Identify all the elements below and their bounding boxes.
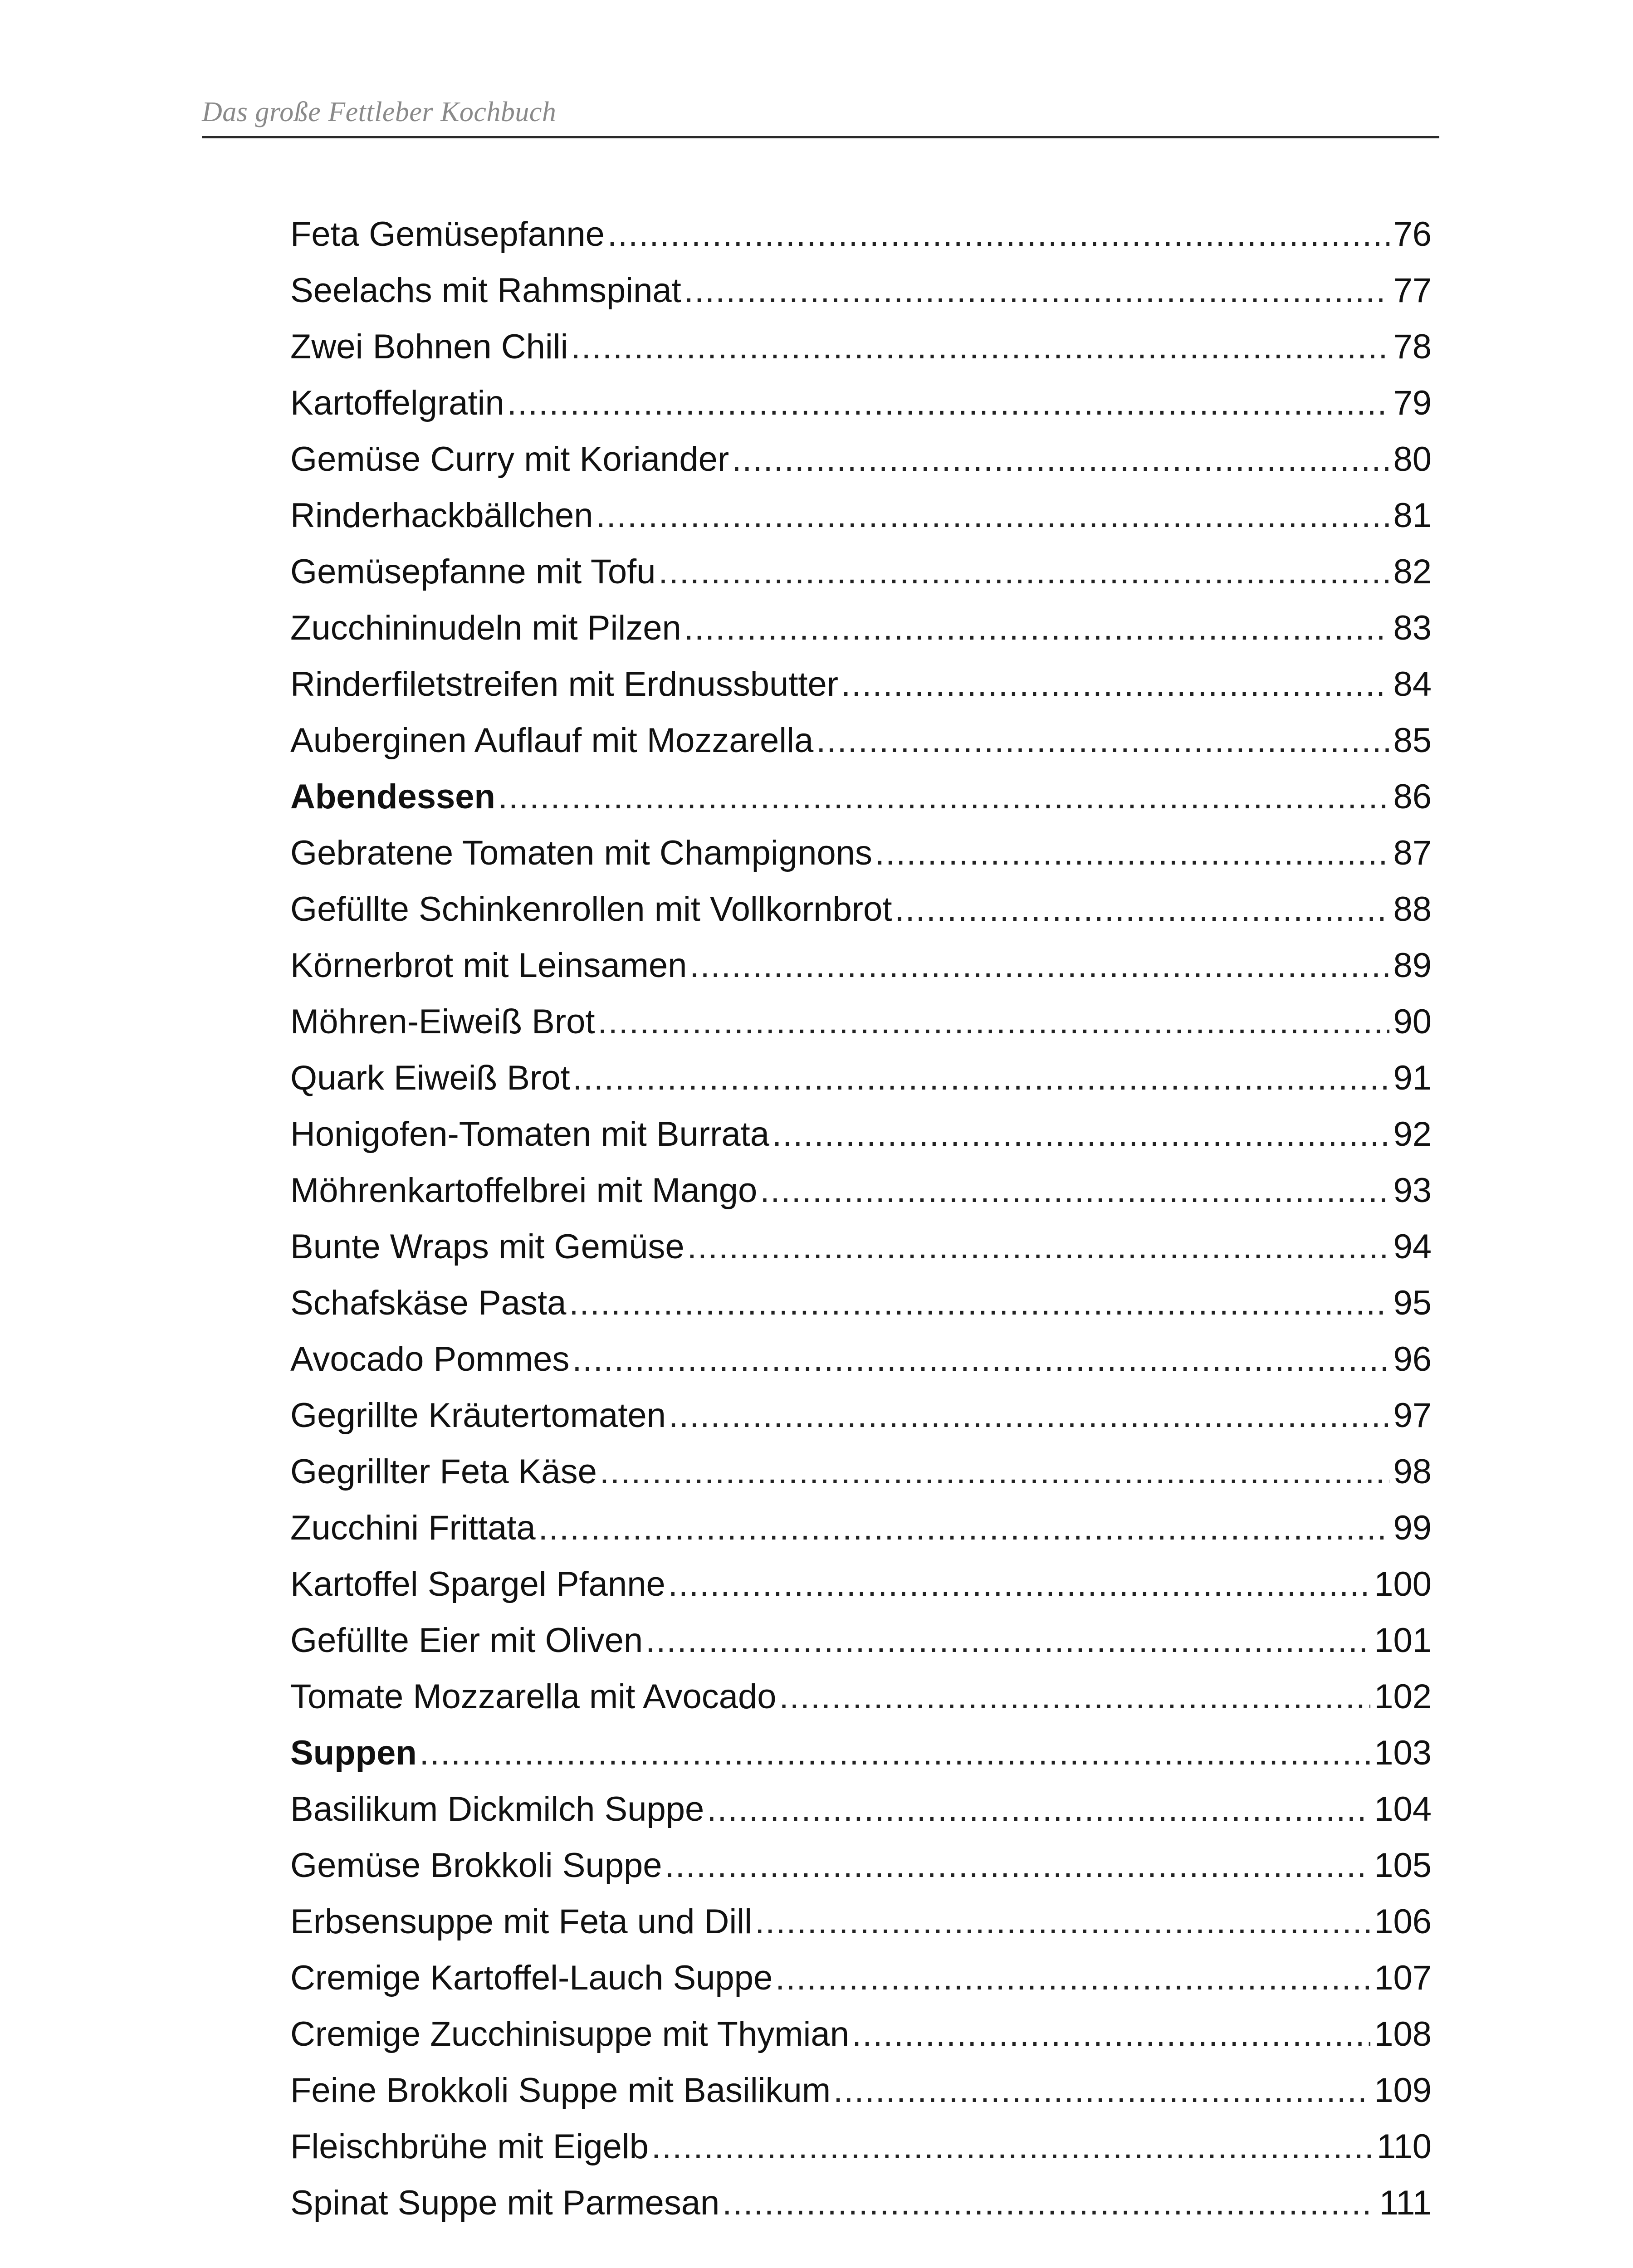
toc-entry-title: Gebratene Tomaten mit Champignons xyxy=(290,834,872,872)
toc-entry xyxy=(290,994,1432,1050)
toc-entry-title: Fleischbrühe mit Eigelb xyxy=(290,2127,649,2166)
toc-entry-title: Cremige Kartoffel-Lauch Suppe xyxy=(290,1959,773,1997)
toc-entry xyxy=(290,1950,1432,2006)
toc-entry-title: Bunte Wraps mit Gemüse xyxy=(290,1227,684,1266)
toc-dot-leader xyxy=(841,656,1389,713)
toc-entry xyxy=(290,488,1432,544)
toc-page-number: 91 xyxy=(1393,1059,1432,1097)
toc-entry xyxy=(290,1669,1432,1725)
toc-entry xyxy=(290,2119,1432,2175)
toc-dot-leader xyxy=(775,1950,1370,2006)
toc-dot-leader xyxy=(684,263,1390,319)
toc-dot-leader xyxy=(598,994,1390,1050)
toc-dot-leader xyxy=(651,2119,1373,2175)
toc-page-number: 95 xyxy=(1393,1284,1432,1322)
toc-page-number: 106 xyxy=(1374,1902,1432,1941)
toc-page-number: 110 xyxy=(1376,2127,1432,2166)
toc-entry-title: Rinderfiletstreifen mit Erdnussbutter xyxy=(290,665,839,704)
toc-entry-title: Schafskäse Pasta xyxy=(290,1284,567,1322)
toc-page-number: 77 xyxy=(1393,271,1432,310)
toc-dot-leader xyxy=(498,769,1390,825)
toc-entry xyxy=(290,938,1432,994)
toc-page-number: 88 xyxy=(1393,890,1432,929)
toc-entry-title: Cremige Zucchinisuppe mit Thymian xyxy=(290,2015,849,2053)
toc-dot-leader xyxy=(833,2063,1370,2119)
toc-dot-leader xyxy=(722,2175,1375,2231)
toc-dot-leader xyxy=(571,319,1390,375)
toc-entry xyxy=(290,1444,1432,1500)
running-header: Das große Fettleber Kochbuch xyxy=(202,97,557,127)
toc-entry xyxy=(290,319,1432,375)
toc-entry xyxy=(290,1500,1432,1556)
toc-page-number: 93 xyxy=(1393,1171,1432,1210)
toc-dot-leader xyxy=(684,600,1390,656)
toc-entry-title: Gefüllte Schinkenrollen mit Vollkornbrot xyxy=(290,890,892,929)
toc-entry xyxy=(290,1388,1432,1444)
toc-page-number: 101 xyxy=(1374,1621,1432,1660)
toc-dot-leader xyxy=(645,1613,1370,1669)
toc-entry-title: Möhren-Eiweiß Brot xyxy=(290,1002,595,1041)
toc-page-number: 84 xyxy=(1393,665,1432,704)
toc-section-heading xyxy=(290,769,1432,825)
toc-entry-title: Quark Eiweiß Brot xyxy=(290,1059,570,1097)
toc-entry-title: Zwei Bohnen Chili xyxy=(290,327,568,366)
toc-page-number: 104 xyxy=(1374,1790,1432,1828)
toc-entry-title: Gefüllte Eier mit Oliven xyxy=(290,1621,643,1660)
toc-dot-leader xyxy=(772,1106,1389,1163)
toc-dot-leader xyxy=(573,1050,1390,1106)
toc-dot-leader xyxy=(668,1556,1370,1613)
toc-entry-title: Auberginen Auflauf mit Mozzarella xyxy=(290,721,814,760)
toc-page-number: 98 xyxy=(1393,1452,1432,1491)
toc-page-number: 90 xyxy=(1393,1002,1432,1041)
toc-page-number: 89 xyxy=(1393,946,1432,985)
toc-entry xyxy=(290,600,1432,656)
toc-page-number: 111 xyxy=(1379,2184,1432,2222)
toc-entry xyxy=(290,1838,1432,1894)
toc-dot-leader xyxy=(596,488,1390,544)
toc-entry xyxy=(290,2063,1432,2119)
toc-dot-leader xyxy=(755,1894,1370,1950)
toc-page-number: 107 xyxy=(1374,1959,1432,1997)
toc-dot-leader xyxy=(816,713,1389,769)
toc-entry xyxy=(290,1219,1432,1275)
toc-entry-title: Zucchini Frittata xyxy=(290,1509,536,1547)
toc-entry xyxy=(290,1275,1432,1331)
toc-entry-title: Körnerbrot mit Leinsamen xyxy=(290,946,687,985)
table-of-contents xyxy=(290,206,1432,2231)
toc-page-number: 87 xyxy=(1393,834,1432,872)
toc-dot-leader xyxy=(760,1163,1389,1219)
toc-dot-leader xyxy=(875,825,1390,881)
toc-section-heading xyxy=(290,1725,1432,1781)
toc-entry-title: Tomate Mozzarella mit Avocado xyxy=(290,1677,777,1716)
toc-page-number: 103 xyxy=(1374,1734,1432,1772)
toc-page-number: 102 xyxy=(1374,1677,1432,1716)
toc-dot-leader xyxy=(852,2006,1370,2063)
toc-entry xyxy=(290,825,1432,881)
toc-dot-leader xyxy=(687,1219,1390,1275)
toc-entry xyxy=(290,1331,1432,1388)
toc-entry xyxy=(290,1613,1432,1669)
toc-page-number: 78 xyxy=(1393,327,1432,366)
toc-entry-title: Gegrillter Feta Käse xyxy=(290,1452,597,1491)
toc-entry-title: Möhrenkartoffelbrei mit Mango xyxy=(290,1171,758,1210)
toc-entry xyxy=(290,1163,1432,1219)
toc-dot-leader xyxy=(895,881,1389,938)
toc-entry-title: Avocado Pommes xyxy=(290,1340,570,1378)
toc-entry xyxy=(290,2006,1432,2063)
toc-page-number: 82 xyxy=(1393,552,1432,591)
toc-page-number: 105 xyxy=(1374,1846,1432,1885)
toc-entry xyxy=(290,431,1432,488)
header-rule xyxy=(202,136,1439,138)
toc-entry-title: Gegrillte Kräutertomaten xyxy=(290,1396,666,1435)
toc-page-number: 97 xyxy=(1393,1396,1432,1435)
toc-page-number: 83 xyxy=(1393,609,1432,647)
toc-entry xyxy=(290,713,1432,769)
toc-page-number: 99 xyxy=(1393,1509,1432,1547)
toc-entry xyxy=(290,544,1432,600)
toc-entry-title: Kartoffelgratin xyxy=(290,384,504,422)
toc-dot-leader xyxy=(569,1275,1389,1331)
toc-entry-title: Erbsensuppe mit Feta und Dill xyxy=(290,1902,753,1941)
toc-dot-leader xyxy=(420,1725,1371,1781)
toc-entry-title: Basilikum Dickmilch Suppe xyxy=(290,1790,704,1828)
toc-page-number: 80 xyxy=(1393,440,1432,479)
toc-entry xyxy=(290,656,1432,713)
toc-entry-title: Seelachs mit Rahmspinat xyxy=(290,271,681,310)
toc-dot-leader xyxy=(572,1331,1389,1388)
toc-dot-leader xyxy=(538,1500,1390,1556)
toc-entry xyxy=(290,206,1432,263)
toc-entry-title: Feta Gemüsepfanne xyxy=(290,215,605,254)
toc-dot-leader xyxy=(665,1838,1371,1894)
toc-dot-leader xyxy=(659,544,1390,600)
toc-entry-title: Rinderhackbällchen xyxy=(290,496,593,535)
toc-entry-title: Honigofen-Tomaten mit Burrata xyxy=(290,1115,770,1154)
toc-entry-title: Gemüse Brokkoli Suppe xyxy=(290,1846,662,1885)
toc-page-number: 100 xyxy=(1374,1565,1432,1603)
toc-page-number: 85 xyxy=(1393,721,1432,760)
toc-dot-leader xyxy=(707,1781,1370,1838)
toc-dot-leader xyxy=(507,375,1390,431)
toc-page-number: 94 xyxy=(1393,1227,1432,1266)
toc-dot-leader xyxy=(689,938,1389,994)
toc-dot-leader xyxy=(779,1669,1371,1725)
toc-dot-leader xyxy=(732,431,1389,488)
toc-page-number: 86 xyxy=(1393,777,1432,816)
toc-entry-title: Zucchininudeln mit Pilzen xyxy=(290,609,681,647)
toc-entry xyxy=(290,263,1432,319)
toc-entry-title: Gemüse Curry mit Koriander xyxy=(290,440,729,479)
toc-page-number: 92 xyxy=(1393,1115,1432,1154)
toc-page-number: 109 xyxy=(1374,2071,1432,2110)
toc-entry xyxy=(290,881,1432,938)
toc-entry xyxy=(290,1050,1432,1106)
toc-entry xyxy=(290,1556,1432,1613)
toc-entry-title: Kartoffel Spargel Pfanne xyxy=(290,1565,665,1603)
toc-page-number: 96 xyxy=(1393,1340,1432,1378)
toc-entry-title: Spinat Suppe mit Parmesan xyxy=(290,2184,720,2222)
toc-entry-title: Abendessen xyxy=(290,777,495,816)
toc-dot-leader xyxy=(600,1444,1390,1500)
toc-entry xyxy=(290,1781,1432,1838)
toc-entry xyxy=(290,2175,1432,2231)
toc-entry xyxy=(290,1106,1432,1163)
toc-dot-leader xyxy=(607,206,1390,263)
toc-dot-leader xyxy=(669,1388,1390,1444)
toc-entry xyxy=(290,1894,1432,1950)
toc-page-number: 79 xyxy=(1393,384,1432,422)
toc-page-number: 108 xyxy=(1374,2015,1432,2053)
toc-page-number: 81 xyxy=(1393,496,1432,535)
toc-entry-title: Gemüsepfanne mit Tofu xyxy=(290,552,656,591)
toc-entry-title: Feine Brokkoli Suppe mit Basilikum xyxy=(290,2071,831,2110)
toc-page-number: 76 xyxy=(1393,215,1432,254)
toc-entry xyxy=(290,375,1432,431)
toc-entry-title: Suppen xyxy=(290,1734,417,1772)
